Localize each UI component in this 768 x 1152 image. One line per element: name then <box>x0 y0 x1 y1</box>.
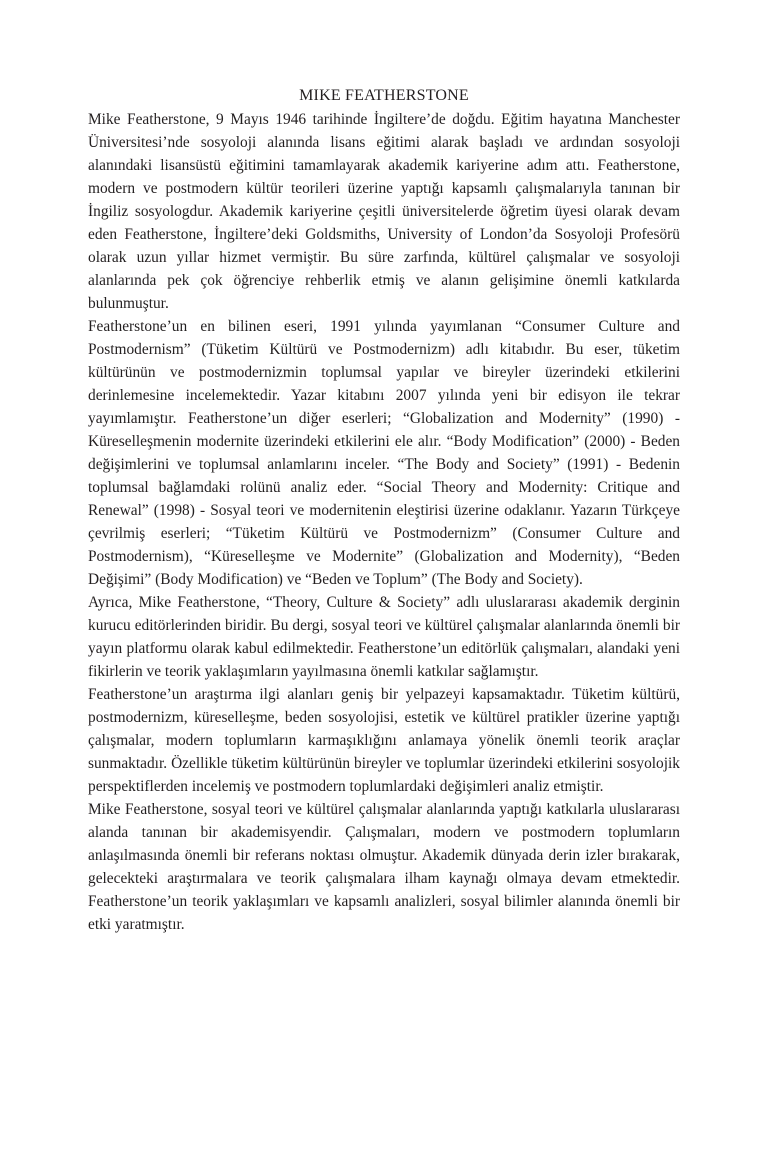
paragraph-works: Featherstone’un en bilinen eseri, 1991 yılında yayımlanan “Consumer Culture and Postmodernism” (Tüketim Kültürü ve Postmodernizm) adlı kitabıdır. Bu eser, tüketim kültürünün ve postmodernizmin toplumsal yapılar ve bireyler üzerindeki etkilerini derinlemesine incelemektedir. Yazar kitabını 2007 yılında yeni bir edisyon ile tekrar yayımlamıştır. Featherstone’un diğer eserleri; “Globalization and Modernity” (1990) - Küreselleşmenin modernite üzerindeki etkilerini ele alır. “Body Modification” (2000) - Beden değişimlerini ve toplumsal anlamlarını inceler. “The Body and Society” (1991) - Bedenin toplumsal bağlamdaki rolünü analiz eder. “Social Theory and Modernity: Critique and Renewal” (1998) - Sosyal teori ve modernitenin eleştirisi üzerine odaklanır. Yazarın Türkçeye çevrilmiş eserleri; “Tüketim Kültürü ve Postmodernizm” (Consumer Culture and Postmodernism), “Küreselleşme ve Modernite” (Globalization and Modernity), “Beden Değişimi” (Body Modification) ve “Beden ve Toplum” (The Body and Society). <box>88 318 680 588</box>
page-title: MIKE FEATHERSTONE <box>299 87 469 104</box>
paragraph-legacy: Mike Featherstone, sosyal teori ve kültürel çalışmalar alanlarında yaptığı katkılarla uluslararası alanda tanınan bir akademisyendir. Çalışmaları, modern ve postmodern toplumların anlaşılmasında önemli bir referans noktası olmuştur. Akademik dünyada derin izler bırakarak, gelecekteki araştırmalara ve teorik çalışmalara ilham kaynağı olmaya devam etmektedir. Featherstone’un teorik yaklaşımları ve kapsamlı analizleri, sosyal bilimler alanında önemli bir etki yaratmıştır. <box>88 801 680 933</box>
paragraph-research-interests: Featherstone’un araştırma ilgi alanları geniş bir yelpazeyi kapsamaktadır. Tüketim kültürü, postmodernizm, küreselleşme, beden sosyolojisi, estetik ve kültürel pratikler üzerine yaptığı çalışmalar, modern toplumların karmaşıklığını anlamaya yönelik önemli teorik araçlar sunmaktadır. Özellikle tüketim kültürünün bireyler ve toplumlar üzerindeki etkilerini sosyolojik perspektiflerden incelemiş ve postmodern toplumlardaki değişimleri analiz etmiştir. <box>88 686 680 795</box>
paragraph-journal: Ayrıca, Mike Featherstone, “Theory, Culture & Society” adlı uluslararası akademik derginin kurucu editörlerinden biridir. Bu dergi, sosyal teori ve kültürel çalışmalar alanlarında önemli bir yayın platformu olarak kabul edilmektedir. Featherstone’un editörlük çalışmaları, alandaki yeni fikirlerin ve teorik yaklaşımların yayılmasına önemli katkılar sağlamıştır. <box>88 594 680 680</box>
page-content <box>88 84 680 936</box>
paragraph-biography: Mike Featherstone, 9 Mayıs 1946 tarihinde İngiltere’de doğdu. Eğitim hayatına Manchester Üniversitesi’nde sosyoloji alanında lisans eğitimi alarak başladı ve ardından sosyoloji alanındaki lisansüstü eğitimini tamamlayarak akademik kariyerine adım attı. Featherstone, modern ve postmodern kültür teorileri üzerine yaptığı kapsamlı çalışmalarıyla tanınan bir İngiliz sosyologdur. Akademik kariyerine çeşitli üniversitelerde öğretim üyesi olarak devam eden Featherstone, İngiltere’deki Goldsmiths, University of London’da Sosyoloji Profesörü olarak uzun yıllar hizmet vermiştir. Bu süre zarfında, kültürel çalışmalar ve sosyoloji alanlarında pek çok öğrenciye rehberlik etmiş ve alanın gelişimine önemli katkılarda bulunmuştur. <box>88 111 680 312</box>
